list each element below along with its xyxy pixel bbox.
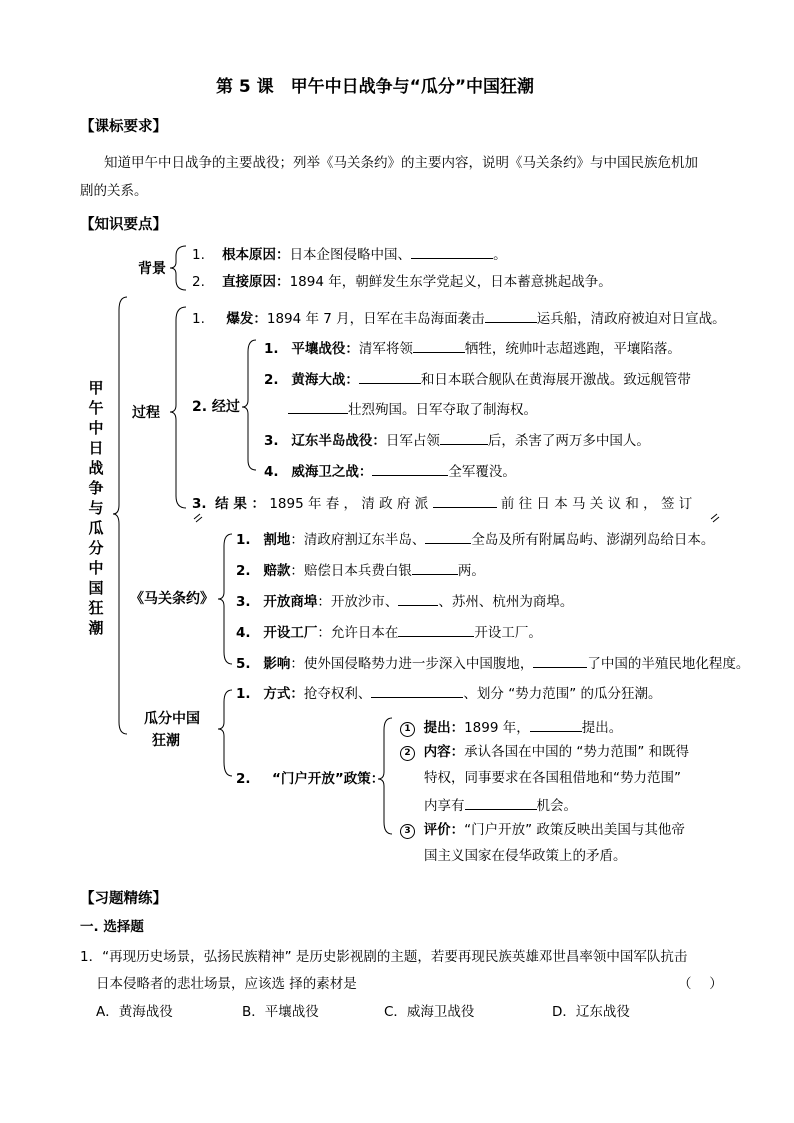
item-key: 评价：	[423, 822, 465, 838]
item-text: 政策：	[343, 771, 385, 787]
item-key: “门户开放”	[272, 771, 344, 787]
item-text-end: 、苏州、杭州为商埠。	[438, 594, 574, 610]
item-text-end: 牺牲，统帅叶志超逃跑，平壤陷落。	[464, 341, 681, 357]
treaty-item-5	[236, 653, 749, 673]
item-key: 影响	[263, 656, 291, 672]
item-text-end: 后，杀害了两万多中国人。	[487, 433, 650, 449]
item-text-end: 了中国的半殖民地化程度。	[587, 656, 750, 672]
item-text: 1894 年，朝鲜发生东学党起义，日本蓄意挑起战争。	[289, 274, 612, 290]
item-text: “门户开放” 政策反映出美国与其他帝	[464, 822, 685, 838]
item-text-end: 提出。	[581, 720, 623, 736]
curriculum-text-line2: 剧的关系。	[80, 183, 148, 199]
treaty-label: 《马关条约》	[130, 591, 214, 607]
item-key: 赔款	[263, 563, 291, 579]
item-text-end: 和日本联合舰队在黄海展开激战。致远舰管带	[420, 372, 691, 388]
fill-blank	[359, 369, 421, 384]
item-text-end: 前 往 日 本 马 关 议 和 ， 签 订	[500, 496, 693, 512]
background-item-1	[192, 244, 507, 264]
item-number: 1.	[236, 532, 251, 548]
item-text: 日军占领	[385, 433, 440, 449]
fill-blank	[411, 244, 493, 259]
page-title: 第 5 课 甲午中日战争与“瓜分”中国狂潮	[216, 77, 535, 97]
circled-number: 1	[400, 722, 415, 737]
item-key: 开设工厂	[263, 625, 318, 641]
item-key: 直接原因：	[222, 274, 290, 290]
question-1-line2: 日本侵略者的悲壮场景，应该选 择的素材是	[96, 976, 357, 992]
fill-blank	[412, 560, 458, 575]
item-key: 割地	[263, 532, 291, 548]
curriculum-text-line1: 知道甲午中日战争的主要战役；列举《马关条约》的主要内容，说明《马关条约》与中国民族危机加	[104, 155, 698, 171]
circled-number: 3	[400, 824, 415, 839]
item-number: 4.	[236, 625, 251, 641]
item-key: 提出：	[423, 720, 465, 736]
battle-yellow-sea	[264, 369, 691, 389]
treaty-item-3	[236, 591, 573, 611]
fill-blank	[413, 338, 465, 353]
item-text: ：清政府割辽东半岛、	[290, 532, 426, 548]
item-text: 抢夺权利、	[303, 686, 372, 702]
item-key: 内容：	[423, 744, 465, 760]
question-1-option-d[interactable]: D．辽东战役	[552, 1004, 630, 1020]
item-key: 结 果 ：	[215, 496, 266, 512]
section-knowledge-heading: 【知识要点】	[80, 217, 167, 233]
continuation-mark-right	[711, 514, 719, 522]
treaty-item-2	[236, 560, 485, 580]
item-number: 1.	[236, 686, 251, 702]
circled-number: 2	[400, 746, 415, 761]
item-text: 清军将领	[358, 341, 413, 357]
question-1-line1	[80, 948, 687, 966]
fill-blank	[485, 308, 537, 323]
open-door-evaluation	[400, 821, 685, 839]
item-number: 2.	[236, 563, 251, 579]
item-number: 1.	[192, 311, 205, 327]
partition-label-line1: 瓜分中国	[144, 711, 200, 727]
item-number: 1.	[192, 247, 205, 263]
battle-weihaiwei	[264, 461, 516, 481]
item-text: 日本企图侵略中国、	[289, 247, 412, 263]
partition-label-line2: 狂潮	[152, 733, 180, 749]
item-text-end: 两。	[457, 563, 485, 579]
background-label: 背景	[138, 261, 166, 277]
battle-liaodong	[264, 430, 650, 450]
item-number: 3.	[192, 496, 207, 512]
vertical-title: 甲午中日战争与瓜分中国狂潮	[88, 379, 104, 637]
exercise-type-heading: 一. 选择题	[80, 919, 144, 935]
process-brace	[170, 307, 186, 508]
open-door-content	[400, 743, 689, 761]
battle-yellow-sea-line2	[288, 399, 537, 419]
item-text-end: 、划分 “势力范围” 的瓜分狂潮。	[463, 686, 662, 702]
item-number: 5.	[236, 656, 251, 672]
treaty-brace	[218, 534, 232, 664]
background-brace	[170, 246, 186, 290]
fill-blank	[530, 717, 582, 732]
fill-blank	[288, 399, 348, 414]
item-text-end: 全军覆没。	[448, 464, 516, 480]
fill-blank	[372, 461, 448, 476]
section-exercises-heading: 【习题精练】	[80, 891, 167, 907]
item-number: 3.	[236, 594, 251, 610]
item-text: ：赔偿日本兵费白银	[290, 563, 412, 579]
question-text: “再现历史场景，弘扬民族精神” 是历史影视剧的主题，若要再现民族英雄邓世昌率领中国军队抗击	[102, 949, 688, 965]
fill-blank	[440, 430, 488, 445]
treaty-item-1	[236, 529, 714, 549]
item-key: 开放商埠	[263, 594, 318, 610]
item-text: 承认各国在中国的 “势力范围” 和既得	[464, 744, 690, 760]
question-1-answer-paren: （ ）	[678, 976, 723, 992]
process-outbreak	[192, 308, 726, 328]
fill-blank	[533, 653, 587, 668]
item-text: ：使外国侵略势力进一步深入中国腹地，	[290, 656, 534, 672]
continuation-mark-left	[194, 514, 202, 522]
item-key: 方式：	[263, 686, 304, 702]
battle-pyongyang	[264, 338, 681, 358]
open-door-content-line3	[424, 795, 577, 815]
item-number: 4.	[264, 464, 279, 480]
process-course-label: 2. 经过	[192, 399, 240, 415]
partition-brace	[218, 690, 232, 776]
background-item-2	[192, 273, 612, 291]
open-door-policy-label	[236, 770, 384, 788]
item-text: ：开放沙市、	[317, 594, 399, 610]
item-text: 内享有	[424, 798, 465, 814]
fill-blank	[371, 683, 463, 698]
fill-blank	[465, 795, 537, 810]
item-text: 1895 年 春 ， 清 政 府 派	[269, 496, 429, 512]
question-number: 1．	[80, 949, 103, 965]
item-text-end: 开设工厂。	[474, 625, 542, 641]
open-door-proposal	[400, 717, 622, 737]
item-text: 1899 年，	[464, 720, 530, 736]
course-brace	[242, 340, 256, 470]
question-1-option-a[interactable]: A．黄海战役	[96, 1004, 173, 1020]
process-label: 过程	[132, 405, 160, 421]
process-result	[192, 493, 692, 513]
item-text: 1894 年 7 月，日军在丰岛海面袭击	[266, 311, 485, 327]
main-brace	[113, 297, 127, 734]
partition-method	[236, 683, 661, 703]
item-key: 黄海大战：	[291, 372, 359, 388]
fill-blank	[425, 529, 471, 544]
item-number: 2.	[236, 771, 251, 787]
item-number: 1.	[264, 341, 279, 357]
open-door-content-line2: 特权，同事要求在各国租借地和“势力范围”	[424, 770, 681, 786]
item-key: 辽东半岛战役：	[291, 433, 386, 449]
item-text-end: 全岛及所有附属岛屿、澎湖列岛给日本。	[471, 532, 715, 548]
item-number: 2.	[192, 274, 205, 290]
item-key: 根本原因：	[222, 247, 290, 263]
open-door-evaluation-line2: 国主义国家在侵华政策上的矛盾。	[424, 848, 627, 864]
fill-blank	[433, 493, 497, 508]
item-text: 壮烈殉国。日军夺取了制海权。	[348, 402, 537, 418]
item-text: ：允许日本在	[317, 625, 399, 641]
item-key: 威海卫之战：	[291, 464, 373, 480]
item-text-end: 机会。	[536, 798, 577, 814]
question-1-option-c[interactable]: C．威海卫战役	[384, 1004, 475, 1020]
question-1-option-b[interactable]: B．平壤战役	[242, 1004, 319, 1020]
item-number: 3.	[264, 433, 279, 449]
fill-blank	[398, 622, 474, 637]
section-curriculum-heading: 【课标要求】	[80, 119, 167, 135]
fill-blank	[398, 591, 438, 606]
treaty-item-4	[236, 622, 542, 642]
item-key: 爆发：	[226, 311, 267, 327]
item-text-end: 。	[493, 247, 507, 263]
item-text-end: 运兵船，清政府被迫对日宣战。	[536, 311, 726, 327]
item-key: 平壤战役：	[291, 341, 359, 357]
item-number: 2.	[264, 372, 279, 388]
